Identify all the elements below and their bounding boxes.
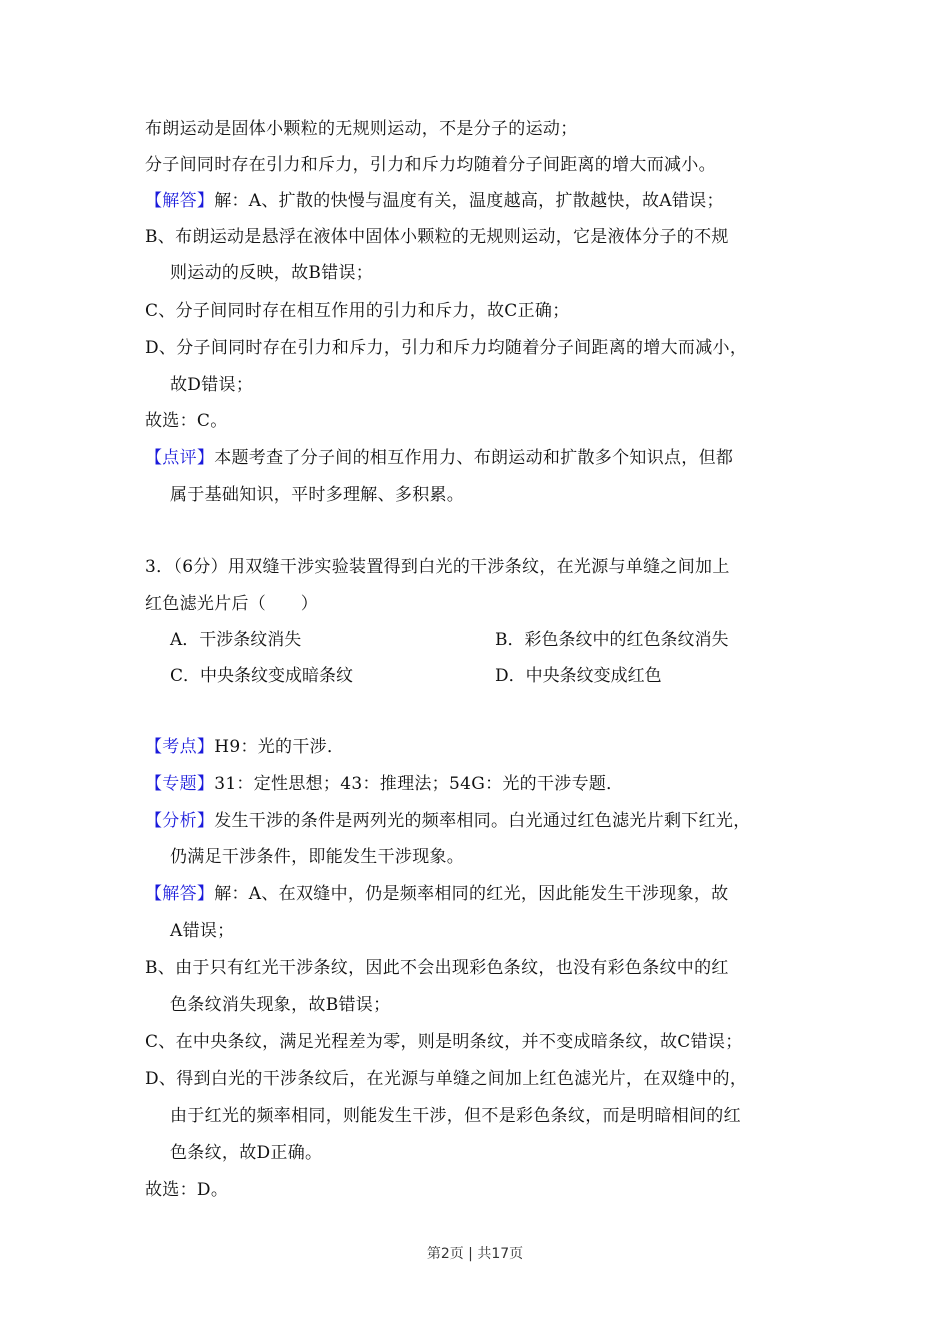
jieda-line: B、由于只有红光干涉条纹，因此不会出现彩色条纹，也没有彩色条纹中的红 (145, 958, 729, 978)
jieda-line: 由于红光的频率相同，则能发生干涉，但不是彩色条纹，而是明暗相间的红 (170, 1106, 741, 1126)
jieda-tag: 【解答】 (145, 884, 215, 904)
fenxi-tag: 【分析】 (145, 811, 215, 831)
zhuanti-line: 【专题】31：定性思想；43：推理法；54G：光的干涉专题． (145, 774, 624, 794)
choice-line: 故选：D。 (145, 1180, 229, 1200)
analysis-line: 分子间同时存在引力和斥力，引力和斥力均随着分子间距离的增大而减小。 (145, 155, 716, 175)
kaodian-line: 【考点】H9：光的干涉． (145, 737, 345, 757)
answer-line: D、分子间同时存在引力和斥力，引力和斥力均随着分子间距离的增大而减小， (145, 338, 748, 358)
option-b: B．彩色条纹中的红色条纹消失 (495, 630, 729, 650)
answer-line: B、布朗运动是悬浮在液体中固体小颗粒的无规则运动，它是液体分子的不规 (145, 227, 729, 247)
answer-line: 【解答】解：A、扩散的快慢与温度有关，温度越高，扩散越快，故A错误； (145, 191, 724, 211)
page-footer: 第2页 | 共17页 (426, 1246, 524, 1262)
answer-line: C、分子间同时存在相互作用的引力和斥力，故C正确； (145, 301, 570, 321)
jieda-line: D、得到白光的干涉条纹后，在光源与单缝之间加上红色滤光片，在双缝中的， (145, 1069, 748, 1089)
jieda-line: A错误； (170, 921, 235, 941)
fenxi-line: 【分析】发生干涉的条件是两列光的频率相同。白光通过红色滤光片剩下红光， (145, 811, 751, 831)
option-c: C．中央条纹变成暗条纹 (170, 666, 354, 686)
choice-line: 故选：C。 (145, 411, 228, 431)
answer-line: 则运动的反映，故B错误； (170, 263, 374, 283)
kaodian-tag: 【考点】 (145, 737, 215, 757)
option-a: A．干涉条纹消失 (170, 630, 302, 650)
review-tag: 【点评】 (145, 448, 215, 468)
option-d: D．中央条纹变成红色 (495, 666, 662, 686)
jieda-line: 色条纹，故D正确。 (170, 1143, 323, 1163)
answer-tag: 【解答】 (145, 191, 215, 211)
answer-line: 故D错误； (170, 375, 254, 395)
jieda-line: C、在中央条纹，满足光程差为零，则是明条纹，并不变成暗条纹，故C错误； (145, 1032, 743, 1052)
jieda-line: 【解答】解：A、在双缝中，仍是频率相同的红光，因此能发生干涉现象，故 (145, 884, 729, 904)
review-line: 【点评】本题考查了分子间的相互作用力、布朗运动和扩散多个知识点，但都 (145, 448, 734, 468)
zhuanti-tag: 【专题】 (145, 774, 215, 794)
question-stem: 3．（6分）用双缝干涉实验装置得到白光的干涉条纹，在光源与单缝之间加上 (145, 557, 730, 577)
jieda-line: 色条纹消失现象，故B错误； (170, 995, 391, 1015)
analysis-line: 布朗运动是固体小颗粒的无规则运动，不是分子的运动； (145, 119, 578, 139)
review-line: 属于基础知识，平时多理解、多积累。 (170, 485, 465, 505)
fenxi-line: 仍满足干涉条件，即能发生干涉现象。 (170, 847, 465, 867)
question-stem: 红色滤光片后（ ） (145, 594, 318, 614)
